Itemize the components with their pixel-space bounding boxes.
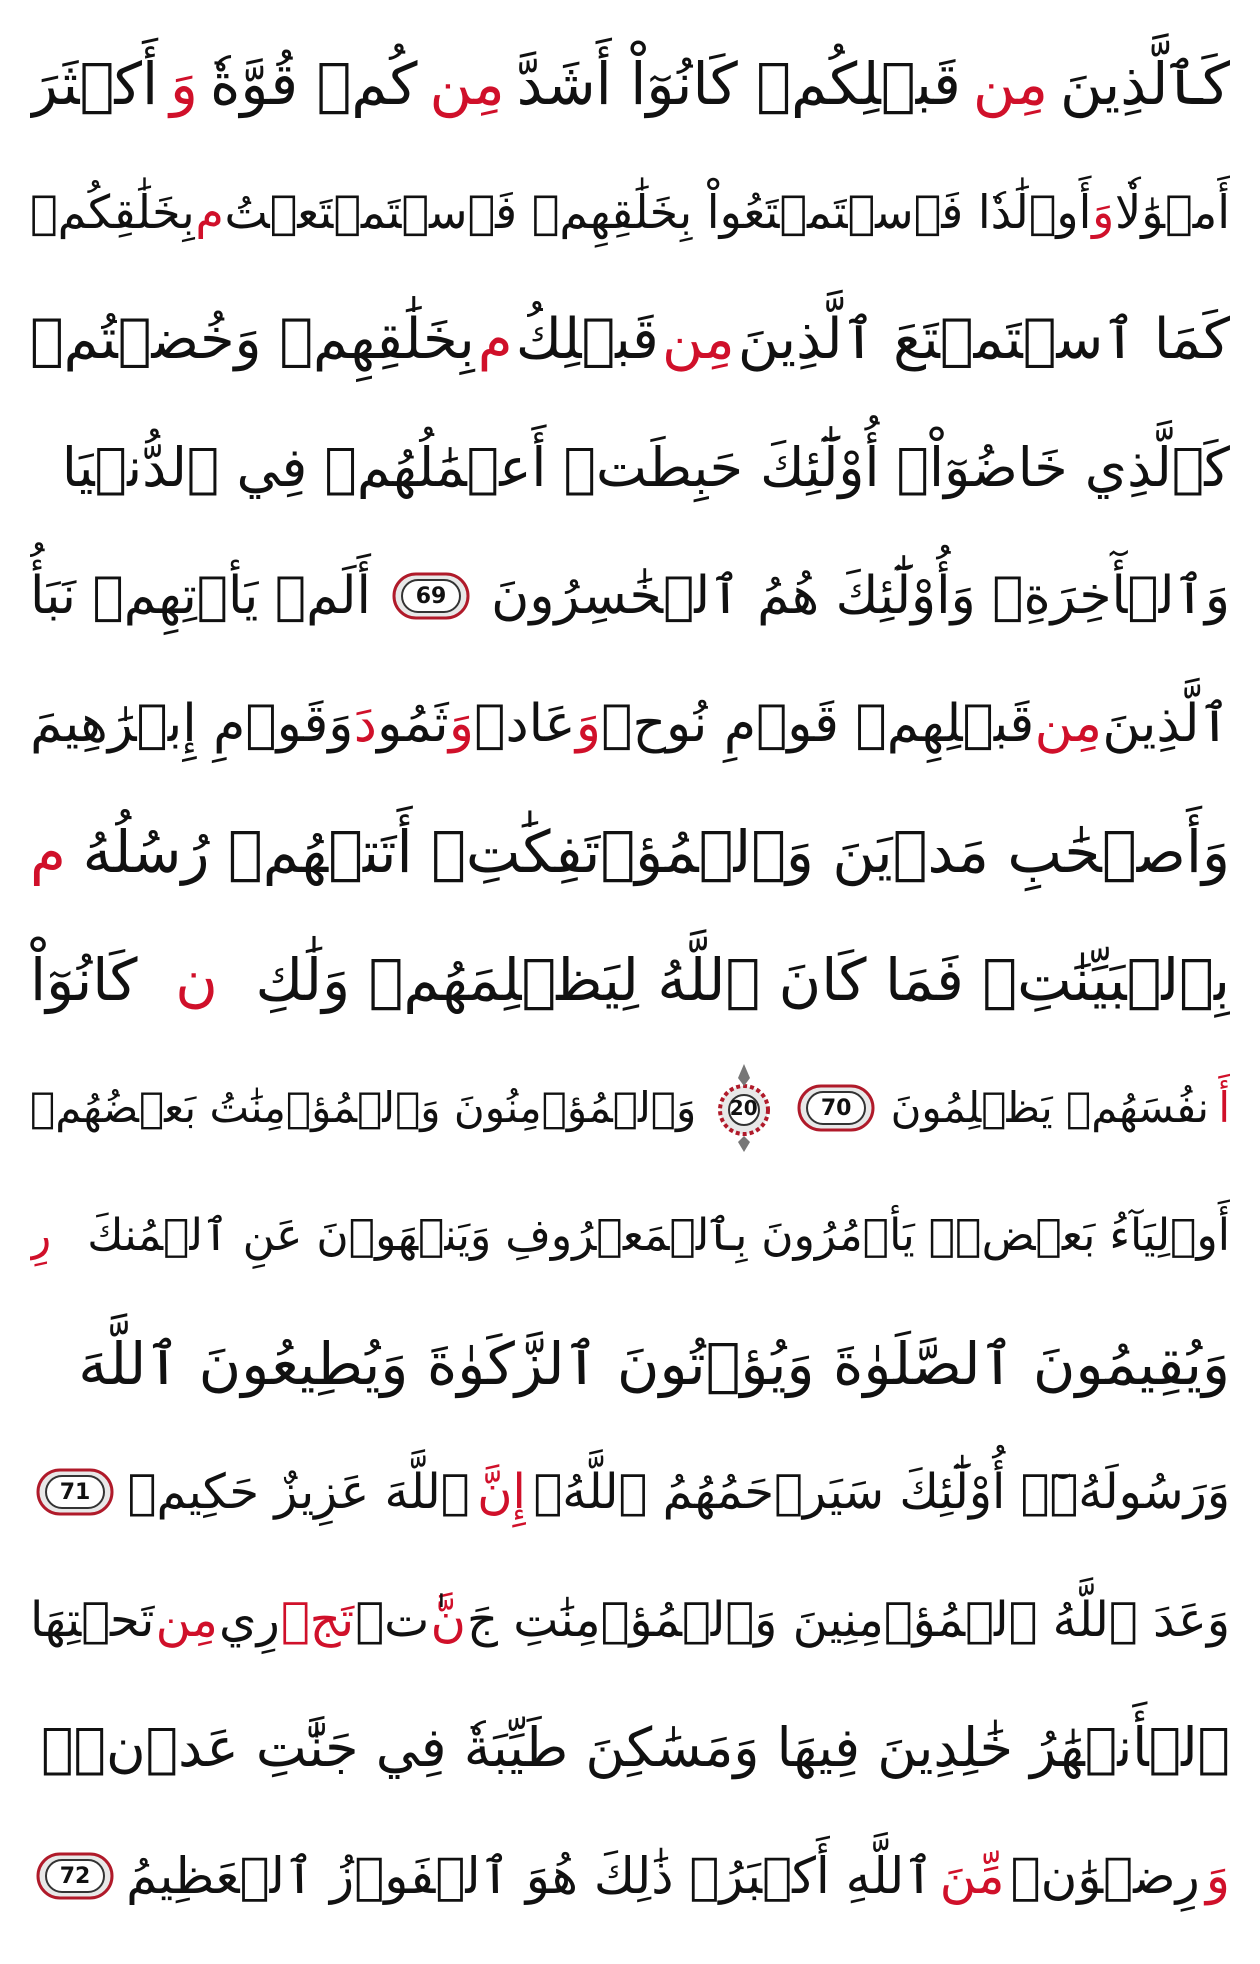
verse-text: ٱلَّذِينَ	[1102, 694, 1230, 754]
verse-text: وَعَدَ ٱللَّهُ ٱلۡمُؤۡمِنِينَ وَٱلۡمُؤۡمِنَٰتِ جَ	[467, 1592, 1230, 1648]
verse-text: أَوۡلِيَآءُ بَعۡضٖۚ يَأۡمُرُونَ بِٱلۡمَعۡرُوفِ وَيَنۡهَوۡنَ عَنِ ٱلۡمُنكَ	[87, 1210, 1230, 1261]
verse-text: بِخَلَٰقِهِمۡ وَخُضۡتُمۡ	[30, 307, 475, 372]
tajweed-highlight-text: مِن	[972, 50, 1049, 118]
text-line	[30, 20, 1230, 148]
hizb-marker	[712, 1060, 776, 1156]
tajweed-highlight-text: مِن	[429, 50, 505, 118]
verse-text: أَكۡثَرَ	[30, 50, 159, 118]
verse-text: نفُسَهُمۡ يَظۡلِمُونَ	[890, 1083, 1209, 1132]
text-line	[30, 532, 1230, 660]
tajweed-highlight-text: إِنَّ	[477, 1464, 526, 1520]
text-line	[30, 1556, 1230, 1684]
tajweed-highlight-text: تَجۡ	[281, 1592, 355, 1648]
verse-text: قَبۡلِكُمۡ كَانُوٓاْ أَشَدَّ	[516, 50, 961, 118]
verse-end-marker	[392, 571, 470, 621]
text-line	[30, 916, 1230, 1044]
verse-text: ٱللَّهِ أَكۡبَرُۚ ذَٰلِكَ هُوَ ٱلۡفَوۡزُ ٱلۡعَظِيمُ	[126, 1847, 934, 1905]
text-line	[30, 404, 1230, 532]
tajweed-highlight-text: وَ	[448, 694, 474, 754]
verse-text: أَلَمۡ يَأۡتِهِمۡ نَبَأُ	[30, 566, 371, 626]
verse-text: أَوۡلَٰدٗا فَٱسۡتَمۡتَعُواْ بِخَلَٰقِهِمۡ فَٱسۡتَمۡتَعۡتُ	[224, 185, 1092, 239]
verse-text: رِي	[219, 1592, 280, 1648]
verse-number: 72	[59, 1863, 91, 1889]
verse-text: ٰتٖ	[355, 1592, 430, 1648]
text-line	[30, 1300, 1230, 1428]
tajweed-highlight-text: وَ	[170, 50, 199, 118]
mushaf-page	[30, 20, 1230, 1944]
tajweed-highlight-text: أَ	[1218, 1083, 1230, 1132]
verse-end-marker	[36, 1851, 114, 1901]
verse-text: رِضۡوَٰنٞ	[1010, 1847, 1200, 1905]
verse-number: 71	[59, 1479, 91, 1505]
tajweed-highlight-text: مِن	[662, 307, 735, 372]
verse-end-marker	[797, 1083, 875, 1133]
text-line	[30, 1044, 1230, 1172]
verse-end-marker	[36, 1467, 114, 1517]
tajweed-highlight-text: نَّ	[430, 1592, 466, 1648]
text-line	[30, 1428, 1230, 1556]
verse-text: كَٱلَّذِينَ	[1059, 50, 1230, 118]
verse-text: ٱللَّهَ عَزِيزٌ حَكِيمٞ	[127, 1464, 470, 1520]
text-line	[30, 1684, 1230, 1812]
tajweed-highlight-text: دَ	[353, 694, 377, 754]
tajweed-highlight-text: وَ	[1092, 185, 1115, 239]
text-line	[30, 660, 1230, 788]
verse-text: وَيُقِيمُونَ ٱلصَّلَوٰةَ وَيُؤۡتُونَ ٱلزَّكَوٰةَ وَيُطِيعُونَ ٱللَّهَ	[78, 1330, 1230, 1398]
verse-text: كُمۡ قُوَّةٗ	[209, 50, 418, 118]
hizb-number: 20	[729, 1096, 758, 1120]
verse-number: 69	[415, 583, 447, 609]
text-line	[30, 276, 1230, 404]
verse-text: وَأَصۡحَٰبِ مَدۡيَنَ وَٱلۡمُؤۡتَفِكَٰتِۚ أَتَتۡهُمۡ رُسُلُهُ	[82, 818, 1230, 886]
text-line	[30, 1172, 1230, 1300]
text-line	[30, 788, 1230, 916]
tajweed-highlight-text: مِّنَ	[939, 1847, 1005, 1905]
verse-text: قَبۡلِكُ	[515, 307, 659, 372]
tajweed-highlight-text: وَ	[1205, 1847, 1230, 1905]
tajweed-highlight-text: مِن	[155, 1592, 218, 1648]
verse-text: ٱلۡأَنۡهَٰرُ خَٰلِدِينَ فِيهَا وَمَسَٰكِنَ طَيِّبَةٗ فِي جَنَّٰتِ عَدۡنٖۚ	[41, 1716, 1230, 1779]
verse-text: كَمَا ٱسۡتَمۡتَعَ ٱلَّذِينَ	[737, 307, 1230, 372]
verse-text: وَٱلۡمُؤۡمِنُونَ وَٱلۡمُؤۡمِنَٰتُ بَعۡضُهُمۡ	[30, 1083, 697, 1132]
tajweed-highlight-text: رِ	[30, 1210, 52, 1261]
text-line	[30, 1812, 1230, 1940]
tajweed-highlight-text: ن	[175, 946, 218, 1014]
text-line	[30, 148, 1230, 276]
verse-text: بِخَلَٰقِكُمۡ	[30, 185, 195, 239]
tajweed-highlight-text: وَ	[575, 694, 601, 754]
verse-text: وَرَسُولَهُۥٓۚ أُوْلَٰٓئِكَ سَيَرۡحَمُهُمُ ٱللَّهُۗ	[533, 1464, 1230, 1520]
verse-text: قَبۡلِهِمۡ قَوۡمِ نُوحٖ	[601, 694, 1035, 754]
tajweed-highlight-text: م	[30, 818, 66, 886]
verse-text: ثَمُو	[377, 694, 449, 754]
verse-text: كَانُوٓاْ	[30, 946, 138, 1014]
verse-text: بِٱلۡبَيِّنَٰتِۖ فَمَا كَانَ ٱللَّهُ لِيَظۡلِمَهُمۡ وَلَٰكِ	[255, 946, 1230, 1014]
tajweed-highlight-text: م	[195, 185, 224, 239]
verse-text: عَادٖ	[474, 694, 576, 754]
verse-text: أَمۡوَٰلٗا	[1114, 185, 1230, 239]
tajweed-highlight-text: م	[477, 307, 513, 372]
verse-text: تَحۡتِهَا	[30, 1592, 155, 1648]
tajweed-highlight-text: مِن	[1034, 694, 1103, 754]
verse-text: وَٱلۡأٓخِرَةِۖ وَأُوْلَٰٓئِكَ هُمُ ٱلۡخَٰسِرُونَ	[491, 566, 1230, 626]
verse-text: وَقَوۡمِ إِبۡرَٰهِيمَ	[30, 694, 354, 754]
verse-text: كَٱلَّذِي خَاضُوٓاْۚ أُوْلَٰٓئِكَ حَبِطَتۡ أَعۡمَٰلُهُمۡ فِي ٱلدُّنۡيَا	[61, 436, 1230, 499]
verse-number: 70	[820, 1095, 852, 1121]
